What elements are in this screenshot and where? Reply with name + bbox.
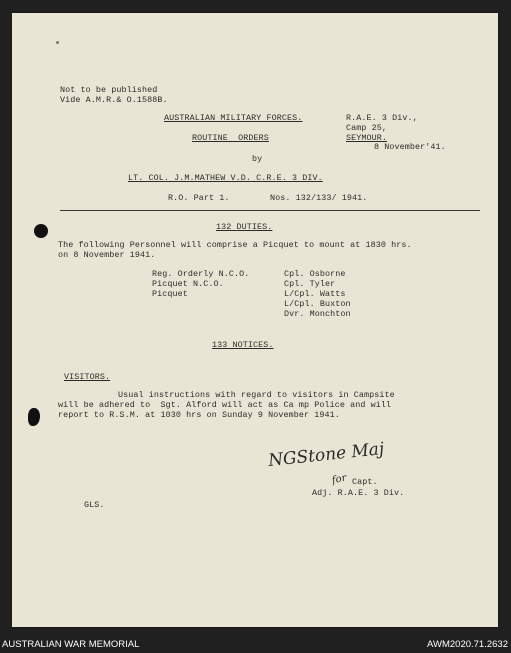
roster-name: L/Cpl. Watts: [284, 289, 346, 299]
signature-rank: Capt.: [352, 477, 378, 487]
notice-line-1: Usual instructions with regard to visitors in Campsite: [118, 390, 395, 400]
footer-accession-number: AWM2020.71.2632: [427, 639, 508, 650]
roster-role: Picquet: [152, 289, 188, 299]
duties-heading: 132 DUTIES.: [216, 222, 273, 232]
location-line: SEYMOUR.: [346, 133, 388, 143]
part-line: R.O. Part 1.: [168, 193, 230, 203]
roster-name: L/Cpl. Buxton: [284, 299, 351, 309]
roster-name: Dvr. Monchton: [284, 309, 351, 319]
notice-line-2: will be adhered to Sgt. Alford will act as Ca mp Police and will: [58, 400, 392, 410]
roster-name: Cpl. Osborne: [284, 269, 346, 279]
camp-line: Camp 25,: [346, 123, 388, 133]
duties-intro-2: on 8 November 1941.: [58, 250, 156, 260]
punch-hole-top: [34, 224, 48, 238]
typist-initials: GLS.: [84, 500, 105, 510]
handwritten-for-mark: for: [331, 472, 348, 487]
handwritten-signature: NGStone Maj: [267, 438, 386, 472]
numbers-line: Nos. 132/133/ 1941.: [270, 193, 368, 203]
separator-rule: [60, 210, 480, 211]
visitors-subheading: VISITORS.: [64, 372, 111, 382]
signature-title: Adj. R.A.E. 3 Div.: [312, 488, 405, 498]
footer-archive-name: AUSTRALIAN WAR MEMORIAL: [2, 639, 140, 650]
notices-heading: 133 NOTICES.: [212, 340, 274, 350]
notice-line-3: report to R.S.M. at 1030 hrs on Sunday 9 November 1941.: [58, 410, 340, 420]
document-page: [12, 13, 498, 627]
unit-line: R.A.E. 3 Div.,: [346, 113, 418, 123]
roster-role: Reg. Orderly N.C.O.: [152, 269, 250, 279]
punch-hole-bottom: [28, 408, 40, 426]
roster-role: Picquet N.C.O.: [152, 279, 224, 289]
force-heading: AUSTRALIAN MILITARY FORCES.: [164, 113, 303, 123]
restriction-line-2: Vide A.M.R.& O.1588B.: [60, 95, 168, 105]
roster-name: Cpl. Tyler: [284, 279, 336, 289]
paper-mark: [56, 41, 59, 44]
date-line: 8 November'41.: [374, 142, 446, 152]
order-type: ROUTINE ORDERS: [192, 133, 269, 143]
duties-intro-1: The following Personnel will comprise a Picquet to mount at 1830 hrs.: [58, 240, 412, 250]
officer-line: LT. COL. J.M.MATHEW V.D. C.R.E. 3 DIV.: [128, 173, 323, 183]
restriction-line-1: Not to be published: [60, 85, 158, 95]
by-line: by: [252, 154, 263, 164]
